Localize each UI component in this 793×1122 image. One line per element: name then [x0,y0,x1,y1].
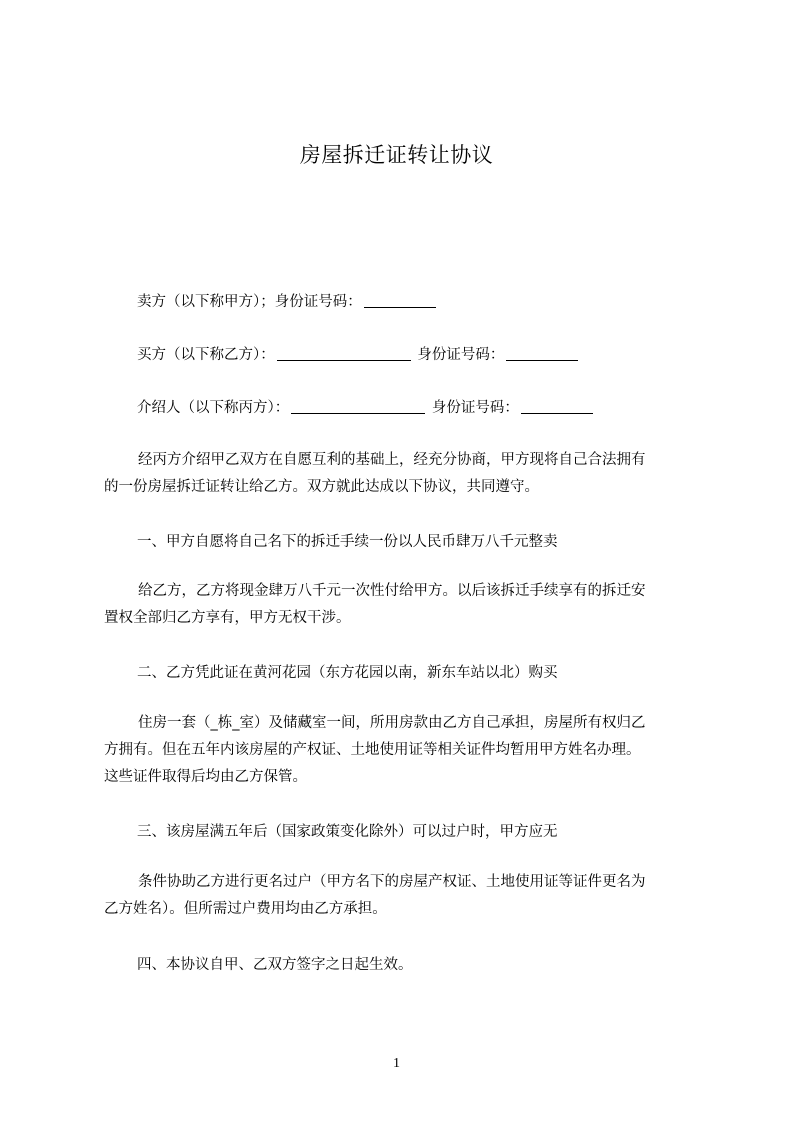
clause-2-paragraph [104,710,704,791]
clause-4-heading: 四、本协议自甲、乙双方签字之日起生效。 [137,957,413,973]
clause-1-heading: 一、甲方自愿将自己名下的拆迁手续一份以人民币肆万八千元整卖 [137,534,558,550]
clause-3-line-2: 乙方姓名）。但所需过户费用均由乙方承担。 [104,901,387,917]
clause-3-paragraph [104,869,704,923]
page-number: 1 [393,1056,400,1071]
buyer-line [137,345,580,365]
seller-label: 卖方（以下称甲方）；身份证号码： [137,294,362,310]
clause-2-line-1: 住房一套（_栋_室）及储藏室一间，所用房款由乙方自己承担，房屋所有权归乙 [138,715,646,731]
buyer-id-blank[interactable] [506,345,578,361]
intermediary-name-blank[interactable] [291,398,425,414]
buyer-name-blank[interactable] [277,345,411,361]
seller-id-blank[interactable] [364,292,436,308]
clause-2-line-2: 方拥有。但在五年内该房屋的产权证、土地使用证等相关证件均暂用甲方姓名办理。 [104,742,641,758]
document-title: 房屋拆迁证转让协议 [299,143,494,167]
intermediary-id-label: 身份证号码： [431,400,519,416]
clause-1-line-1: 给乙方，乙方将现金肆万八千元一次性付给甲方。以后该拆迁手续享有的拆迁安 [138,583,646,599]
clause-3-line-1: 条件协助乙方进行更名过户（甲方名下的房屋产权证、土地使用证等证件更名为 [138,874,646,890]
intermediary-label: 介绍人（以下称丙方）： [137,400,290,416]
seller-line [137,292,438,312]
clause-2-line-3: 这些证件取得后均由乙方保管。 [104,769,307,785]
buyer-label: 买方（以下称乙方）： [137,347,275,363]
clause-2-heading: 二、乙方凭此证在黄河花园（东方花园以南，新东车站以北）购买 [137,665,558,681]
intermediary-id-blank[interactable] [521,398,593,414]
clause-3-heading: 三、该房屋满五年后（国家政策变化除外）可以过户时，甲方应无 [137,824,558,840]
intro-line-2: 的一份房屋拆迁证转让给乙方。双方就此达成以下协议，共同遵守。 [104,479,539,495]
intermediary-line [137,398,595,418]
clause-1-paragraph [104,578,704,632]
intro-line-1: 经丙方介绍甲乙双方在自愿互利的基础上，经充分协商，甲方现将自己合法拥有 [138,452,646,468]
buyer-id-label: 身份证号码： [417,347,505,363]
intro-paragraph [104,447,704,501]
clause-1-line-2: 置权全部归乙方享有，甲方无权干涉。 [104,610,351,626]
